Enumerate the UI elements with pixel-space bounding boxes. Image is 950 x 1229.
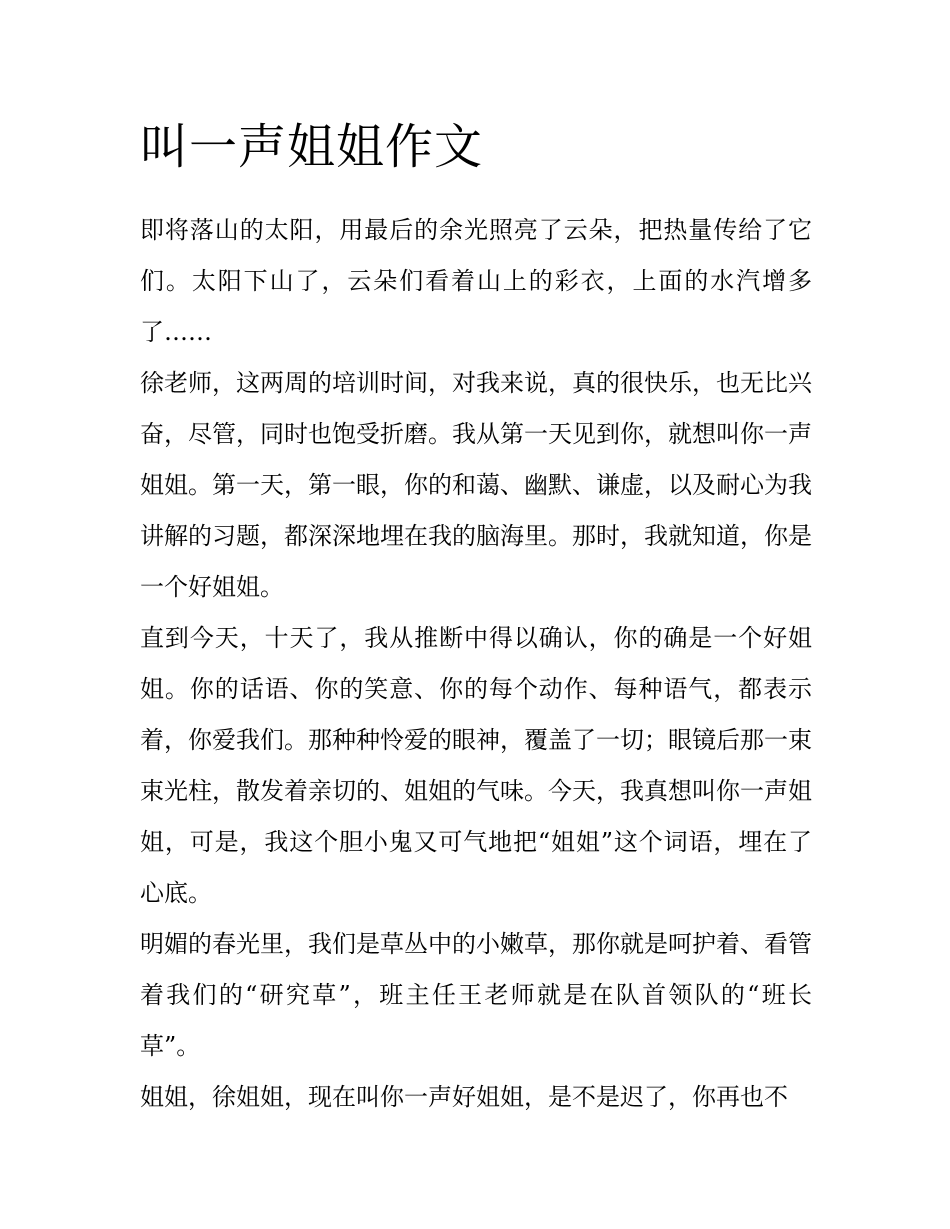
- paragraph-2: 徐老师，这两周的培训时间，对我来说，真的很快乐，也无比兴奋，尽管，同时也饱受折磨。我从第一天见到你，就想叫你一声姐姐。第一天，第一眼，你的和蔼、幽默、谦虚，以及耐心为我讲解的习题，都深深地埋在我的脑海里。那时，我就知道，你是一个好姐姐。: [140, 369, 812, 601]
- paragraph-4: 明媚的春光里，我们是草丛中的小嫩草，那你就是呵护着、看管着我们的“研究草”，班主任王老师就是在队首领队的“班长草”。: [140, 930, 812, 1060]
- paragraph-5: 姐姐，徐姐姐，现在叫你一声好姐姐，是不是迟了，你再也不: [140, 1083, 788, 1111]
- document-title: 叫一声姐姐作文: [140, 119, 484, 175]
- document-page: [140, 115, 812, 1123]
- paragraph-1: 即将落山的太阳，用最后的余光照亮了云朵，把热量传给了它们。太阳下山了，云朵们看着山上的彩衣，上面的水汽增多了……: [140, 216, 812, 346]
- paragraph-3: 直到今天，十天了，我从推断中得以确认，你的确是一个好姐姐。你的话语、你的笑意、你的每个动作、每种语气，都表示着，你爱我们。那种种怜爱的眼神，覆盖了一切；眼镜后那一束束光柱，散发着亲切的、姐姐的气味。今天，我真想叫你一声姐姐，可是，我这个胆小鬼又可气地把“姐姐”这个词语，埋在了心底。: [140, 624, 812, 907]
